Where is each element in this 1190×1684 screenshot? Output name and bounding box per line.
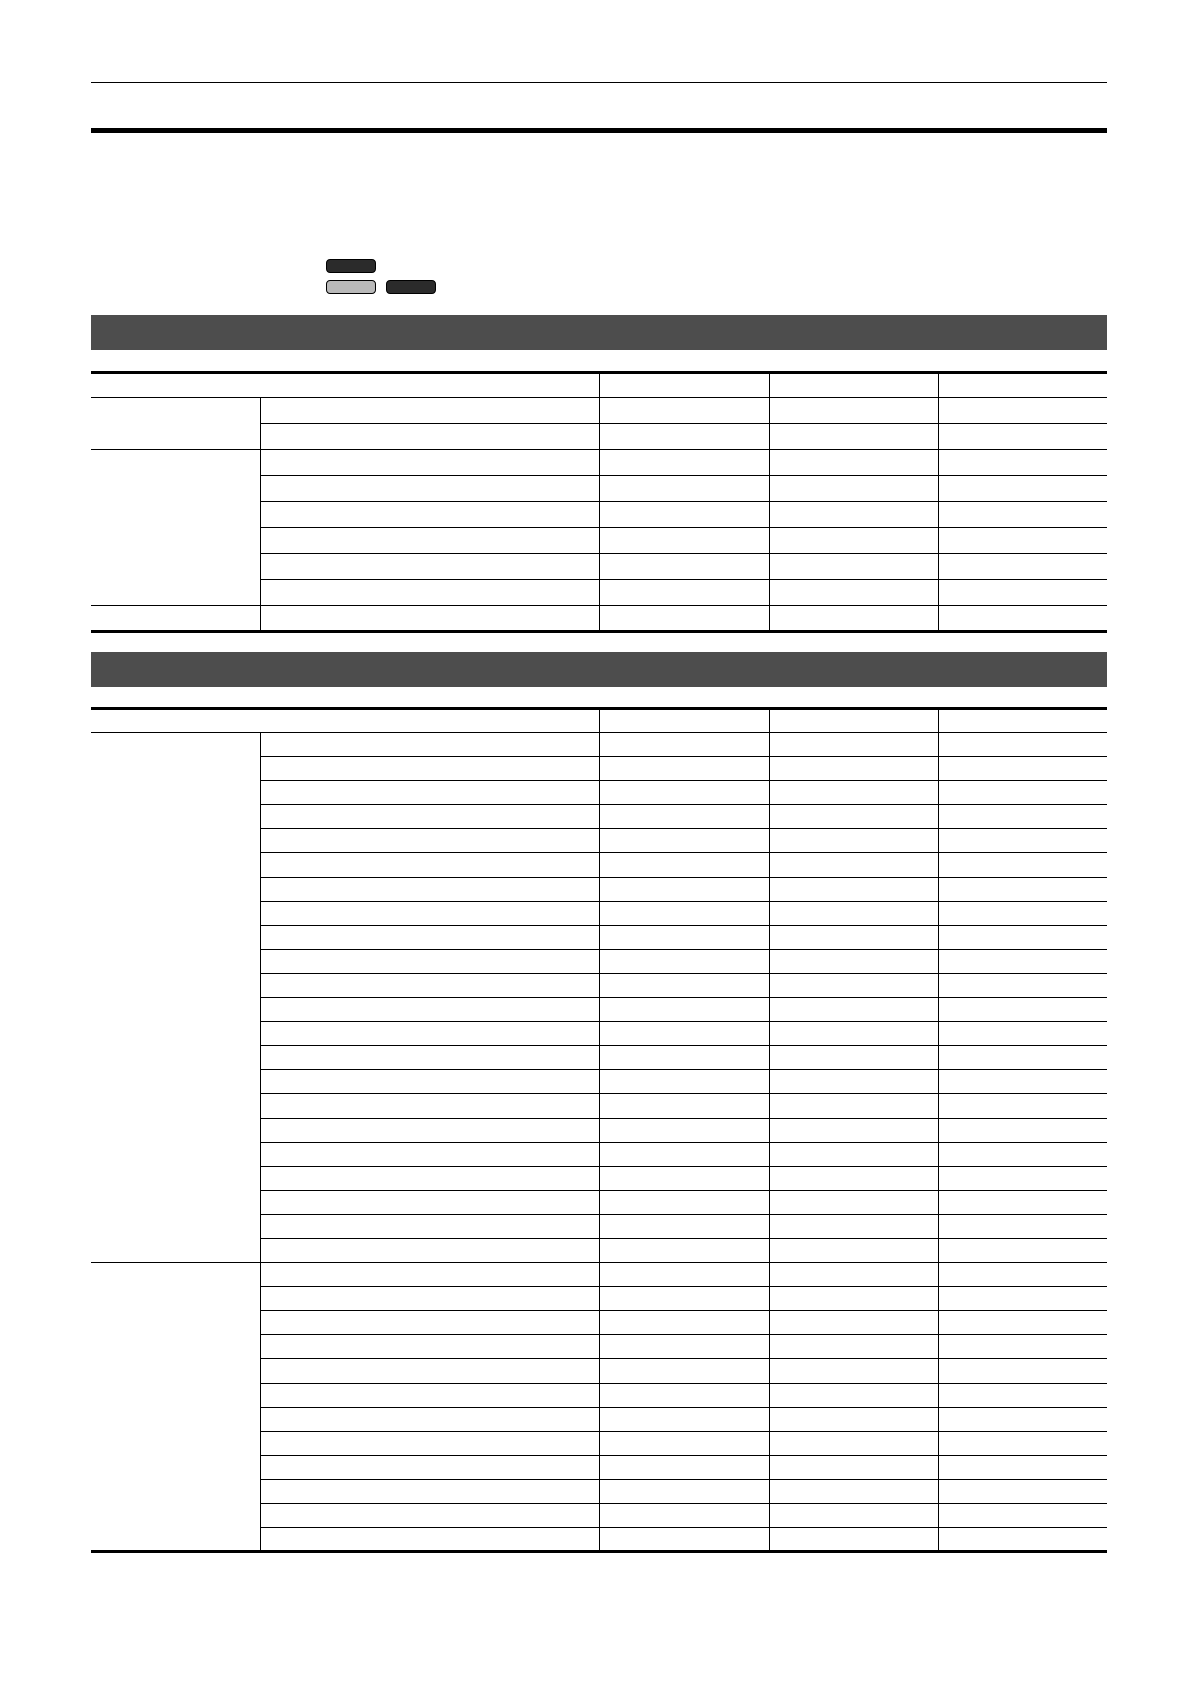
table-cell bbox=[769, 1142, 938, 1166]
table-cell bbox=[938, 949, 1107, 973]
column-header bbox=[91, 373, 599, 398]
column-header bbox=[599, 373, 769, 398]
table-cell bbox=[260, 829, 599, 853]
table-cell bbox=[769, 1022, 938, 1046]
table-cell bbox=[260, 502, 599, 528]
table-cell bbox=[938, 580, 1107, 606]
table-cell bbox=[769, 949, 938, 973]
table-cell bbox=[260, 1504, 599, 1528]
table-cell bbox=[599, 502, 769, 528]
table-cell bbox=[769, 502, 938, 528]
table-cell bbox=[938, 877, 1107, 901]
table-cell bbox=[599, 998, 769, 1022]
table-cell bbox=[769, 1214, 938, 1238]
table-cell bbox=[260, 1287, 599, 1311]
table-cell bbox=[599, 1287, 769, 1311]
table-cell bbox=[260, 1528, 599, 1552]
table-cell bbox=[769, 1407, 938, 1431]
table-cell bbox=[599, 1528, 769, 1552]
table-cell bbox=[599, 949, 769, 973]
table-cell bbox=[938, 450, 1107, 476]
spec-table-1 bbox=[91, 371, 1107, 633]
table-cell bbox=[938, 476, 1107, 502]
table-cell bbox=[938, 973, 1107, 997]
table-cell bbox=[599, 1359, 769, 1383]
table-cell bbox=[938, 1528, 1107, 1552]
table-cell bbox=[938, 1287, 1107, 1311]
table-cell bbox=[938, 853, 1107, 877]
table-cell bbox=[260, 1022, 599, 1046]
table-cell bbox=[599, 1407, 769, 1431]
table-cell bbox=[599, 853, 769, 877]
column-header bbox=[938, 373, 1107, 398]
table-cell bbox=[599, 1046, 769, 1070]
table-cell bbox=[938, 424, 1107, 450]
table-cell bbox=[260, 1118, 599, 1142]
table-cell bbox=[260, 901, 599, 925]
table-cell bbox=[769, 424, 938, 450]
table-cell bbox=[938, 925, 1107, 949]
table-cell bbox=[769, 606, 938, 632]
table-row bbox=[91, 398, 1107, 424]
group-label bbox=[91, 733, 260, 1263]
table-cell bbox=[260, 476, 599, 502]
table-cell bbox=[769, 528, 938, 554]
table-cell bbox=[938, 1118, 1107, 1142]
table-cell bbox=[260, 1142, 599, 1166]
table-cell bbox=[769, 554, 938, 580]
table-cell bbox=[938, 1190, 1107, 1214]
table-cell bbox=[599, 1190, 769, 1214]
table-cell bbox=[938, 554, 1107, 580]
table-cell bbox=[599, 1455, 769, 1479]
table-cell bbox=[599, 1070, 769, 1094]
table-cell bbox=[260, 781, 599, 805]
table-cell bbox=[938, 1070, 1107, 1094]
table-cell bbox=[599, 424, 769, 450]
table-cell bbox=[769, 1335, 938, 1359]
table-cell bbox=[260, 1407, 599, 1431]
table-cell bbox=[769, 853, 938, 877]
table-cell bbox=[599, 1166, 769, 1190]
table-cell bbox=[260, 1094, 599, 1118]
table-cell bbox=[260, 973, 599, 997]
table-cell bbox=[260, 398, 599, 424]
table-cell bbox=[938, 398, 1107, 424]
table-cell bbox=[769, 476, 938, 502]
table-cell bbox=[260, 925, 599, 949]
table-cell bbox=[769, 1504, 938, 1528]
table-cell bbox=[938, 1455, 1107, 1479]
table-cell bbox=[599, 805, 769, 829]
table-cell bbox=[260, 424, 599, 450]
table-cell bbox=[769, 733, 938, 757]
table-cell bbox=[938, 1214, 1107, 1238]
table-cell bbox=[260, 606, 599, 632]
table-cell bbox=[260, 1455, 599, 1479]
model-badge-1 bbox=[326, 259, 376, 273]
table-cell bbox=[938, 805, 1107, 829]
table-cell bbox=[769, 1263, 938, 1287]
table-cell bbox=[938, 1094, 1107, 1118]
table-cell bbox=[260, 1479, 599, 1503]
table-cell bbox=[599, 398, 769, 424]
table-cell bbox=[938, 1142, 1107, 1166]
table-cell bbox=[769, 1528, 938, 1552]
table-cell bbox=[769, 1046, 938, 1070]
table-cell bbox=[260, 1383, 599, 1407]
table-row bbox=[91, 1263, 1107, 1287]
table-cell bbox=[260, 757, 599, 781]
table-cell bbox=[599, 1238, 769, 1262]
table-cell bbox=[769, 877, 938, 901]
table-cell bbox=[260, 1166, 599, 1190]
table-cell bbox=[769, 1118, 938, 1142]
table-cell bbox=[599, 877, 769, 901]
table-cell bbox=[260, 805, 599, 829]
table-cell bbox=[599, 1335, 769, 1359]
table-cell bbox=[769, 450, 938, 476]
group-label bbox=[91, 398, 260, 450]
table-cell bbox=[769, 805, 938, 829]
table-cell bbox=[260, 1335, 599, 1359]
table-cell bbox=[938, 1046, 1107, 1070]
table-cell bbox=[769, 1094, 938, 1118]
table-cell bbox=[769, 1287, 938, 1311]
table-cell bbox=[599, 1479, 769, 1503]
table-cell bbox=[938, 1407, 1107, 1431]
table-cell bbox=[938, 1335, 1107, 1359]
table-cell bbox=[938, 1479, 1107, 1503]
table-cell bbox=[938, 606, 1107, 632]
table-row bbox=[91, 450, 1107, 476]
table-cell bbox=[599, 554, 769, 580]
table-cell bbox=[599, 973, 769, 997]
table-row bbox=[91, 606, 1107, 632]
table-cell bbox=[938, 733, 1107, 757]
table-cell bbox=[938, 1383, 1107, 1407]
table-cell bbox=[599, 733, 769, 757]
table-cell bbox=[260, 1263, 599, 1287]
table-cell bbox=[938, 1263, 1107, 1287]
table-header-row bbox=[91, 373, 1107, 398]
table-cell bbox=[599, 1311, 769, 1335]
table-cell bbox=[260, 733, 599, 757]
table-cell bbox=[599, 606, 769, 632]
table-row bbox=[91, 733, 1107, 757]
table-cell bbox=[260, 1046, 599, 1070]
section-1-title bbox=[91, 315, 1107, 350]
title-rule bbox=[91, 128, 1107, 133]
table-cell bbox=[599, 1263, 769, 1287]
group-label bbox=[91, 450, 260, 606]
table-cell bbox=[260, 853, 599, 877]
group-label bbox=[91, 606, 260, 632]
table-cell bbox=[599, 580, 769, 606]
table-cell bbox=[938, 1431, 1107, 1455]
table-cell bbox=[599, 901, 769, 925]
column-header bbox=[938, 709, 1107, 733]
table-cell bbox=[769, 757, 938, 781]
spec-table-2 bbox=[91, 707, 1107, 1553]
table-cell bbox=[938, 1238, 1107, 1262]
table-cell bbox=[769, 998, 938, 1022]
table-cell bbox=[599, 1142, 769, 1166]
table-cell bbox=[599, 781, 769, 805]
table-cell bbox=[260, 1431, 599, 1455]
table-cell bbox=[599, 1431, 769, 1455]
table-cell bbox=[599, 1383, 769, 1407]
model-badge-2 bbox=[326, 280, 376, 294]
table-cell bbox=[769, 1166, 938, 1190]
table-cell bbox=[769, 1311, 938, 1335]
model-badge-3 bbox=[386, 280, 436, 294]
column-header bbox=[91, 709, 599, 733]
table-cell bbox=[769, 829, 938, 853]
table-cell bbox=[938, 1311, 1107, 1335]
table-cell bbox=[260, 1214, 599, 1238]
table-cell bbox=[769, 1431, 938, 1455]
table-cell bbox=[260, 1311, 599, 1335]
table-cell bbox=[938, 1359, 1107, 1383]
table-cell bbox=[769, 1070, 938, 1094]
table-cell bbox=[599, 757, 769, 781]
table-cell bbox=[769, 1238, 938, 1262]
table-cell bbox=[769, 925, 938, 949]
table-cell bbox=[769, 1455, 938, 1479]
table-cell bbox=[599, 925, 769, 949]
table-cell bbox=[260, 949, 599, 973]
table-cell bbox=[938, 1504, 1107, 1528]
table-cell bbox=[769, 1479, 938, 1503]
column-header bbox=[599, 709, 769, 733]
table-cell bbox=[769, 1190, 938, 1214]
table-cell bbox=[260, 1238, 599, 1262]
table-cell bbox=[260, 1190, 599, 1214]
table-cell bbox=[938, 1022, 1107, 1046]
table-cell bbox=[938, 757, 1107, 781]
table-cell bbox=[260, 528, 599, 554]
table-cell bbox=[260, 877, 599, 901]
table-cell bbox=[260, 554, 599, 580]
table-cell bbox=[938, 528, 1107, 554]
table-cell bbox=[769, 1359, 938, 1383]
table-cell bbox=[599, 476, 769, 502]
table-cell bbox=[599, 1504, 769, 1528]
table-cell bbox=[599, 1094, 769, 1118]
table-cell bbox=[938, 901, 1107, 925]
table-cell bbox=[599, 829, 769, 853]
section-2-title bbox=[91, 652, 1107, 687]
table-cell bbox=[938, 502, 1107, 528]
table-cell bbox=[769, 1383, 938, 1407]
table-cell bbox=[599, 528, 769, 554]
table-cell bbox=[260, 1070, 599, 1094]
table-cell bbox=[260, 580, 599, 606]
table-cell bbox=[769, 398, 938, 424]
table-cell bbox=[938, 829, 1107, 853]
table-cell bbox=[769, 580, 938, 606]
table-cell bbox=[599, 1214, 769, 1238]
column-header bbox=[769, 373, 938, 398]
table-header-row bbox=[91, 709, 1107, 733]
table-cell bbox=[599, 1118, 769, 1142]
column-header bbox=[769, 709, 938, 733]
table-cell bbox=[260, 998, 599, 1022]
header-rule bbox=[91, 82, 1107, 83]
table-cell bbox=[599, 450, 769, 476]
table-cell bbox=[769, 781, 938, 805]
table-cell bbox=[769, 973, 938, 997]
table-cell bbox=[938, 781, 1107, 805]
table-cell bbox=[769, 901, 938, 925]
group-label bbox=[91, 1263, 260, 1552]
table-cell bbox=[938, 1166, 1107, 1190]
table-cell bbox=[938, 998, 1107, 1022]
table-cell bbox=[260, 1359, 599, 1383]
table-cell bbox=[599, 1022, 769, 1046]
table-cell bbox=[260, 450, 599, 476]
